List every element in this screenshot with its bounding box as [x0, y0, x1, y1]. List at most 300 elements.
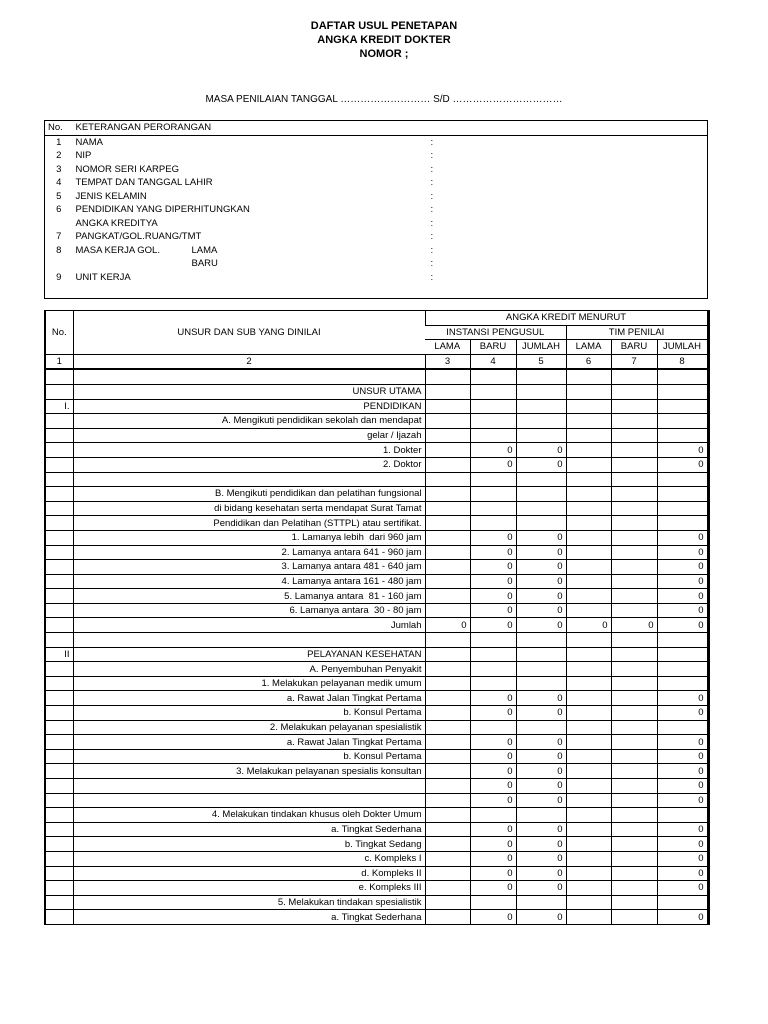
credit-value-cell [425, 749, 470, 764]
credit-value-cell [566, 866, 611, 881]
personal-row-value: : [430, 204, 434, 216]
credit-value-cell [425, 662, 470, 677]
credit-value-cell: 0 [470, 779, 516, 794]
credit-row-label [73, 472, 425, 487]
credit-row-label: e. Kompleks III [73, 881, 425, 896]
credit-value-cell: 0 [516, 560, 566, 575]
credit-row-no [45, 910, 73, 925]
personal-info-row [45, 244, 708, 258]
personal-row-sub [188, 271, 428, 285]
credit-value-cell: 0 [657, 749, 708, 764]
personal-row-no: 5 [56, 190, 62, 202]
credit-value-cell: 0 [516, 545, 566, 560]
credit-row-no [45, 822, 73, 837]
credit-value-cell [611, 706, 657, 721]
credit-value-cell [425, 735, 470, 750]
credit-value-cell [611, 589, 657, 604]
credit-value-cell [470, 384, 516, 399]
credit-value-cell [425, 881, 470, 896]
credit-row [45, 779, 708, 794]
credit-row-label: PELAYANAN KESEHATAN [73, 647, 425, 662]
credit-value-cell [566, 633, 611, 648]
credit-row-label: a. Rawat Jalan Tingkat Pertama [73, 735, 425, 750]
credit-value-cell [470, 808, 516, 823]
personal-row-label: UNIT KERJA [75, 271, 131, 283]
credit-value-cell [425, 779, 470, 794]
personal-row-no: 7 [56, 231, 62, 243]
credit-row-label: di bidang kesehatan serta mendapat Surat Tamat [73, 501, 425, 516]
credit-row [45, 822, 708, 837]
credit-row-no [45, 808, 73, 823]
credit-value-cell [470, 676, 516, 691]
credit-value-cell: 0 [657, 837, 708, 852]
credit-row-no [45, 851, 73, 866]
personal-row-no [45, 257, 73, 271]
credit-value-cell [425, 764, 470, 779]
credit-value-cell: 0 [657, 589, 708, 604]
credit-row-label: 5. Lamanya antara 81 - 160 jam [73, 589, 425, 604]
credit-value-cell [470, 399, 516, 414]
credit-value-cell [425, 369, 470, 384]
personal-row-no: 1 [56, 136, 62, 148]
personal-row-sub [188, 176, 428, 190]
credit-row-label: 6. Lamanya antara 30 - 80 jam [73, 603, 425, 618]
personal-row-label [73, 257, 188, 271]
credit-value-cell [566, 735, 611, 750]
credit-value-cell [566, 895, 611, 910]
col-head: BARU [470, 340, 516, 355]
credit-row-no [45, 487, 73, 502]
personal-info-row [45, 149, 708, 163]
credit-value-cell [425, 560, 470, 575]
credit-value-cell: 0 [470, 443, 516, 458]
doc-title-line1: DAFTAR USUL PENETAPAN [310, 20, 458, 32]
credit-value-cell: 0 [470, 603, 516, 618]
credit-row-label: b. Konsul Pertama [73, 749, 425, 764]
credit-value-cell [470, 369, 516, 384]
credit-value-cell: 0 [470, 837, 516, 852]
credit-value-cell [425, 428, 470, 443]
credit-row [45, 369, 708, 384]
credit-value-cell [566, 822, 611, 837]
credit-value-cell [611, 735, 657, 750]
credit-value-cell: 0 [470, 735, 516, 750]
personal-row-no: 6 [56, 204, 62, 216]
credit-value-cell: 0 [657, 822, 708, 837]
personal-row-label: JENIS KELAMIN [75, 190, 147, 202]
credit-value-cell: 0 [470, 881, 516, 896]
credit-value-cell: 0 [470, 822, 516, 837]
col-number: 2 [73, 354, 425, 369]
personal-head-no: No. [45, 121, 73, 136]
credit-value-cell: 0 [470, 560, 516, 575]
credit-value-cell [516, 399, 566, 414]
credit-value-cell: 0 [516, 457, 566, 472]
credit-value-cell [657, 399, 708, 414]
credit-row-no [45, 764, 73, 779]
credit-row-no [45, 793, 73, 808]
credit-value-cell: 0 [470, 910, 516, 925]
credit-value-cell [611, 516, 657, 531]
credit-row [45, 545, 708, 560]
credit-value-cell: 0 [657, 691, 708, 706]
credit-value-cell [516, 895, 566, 910]
personal-row-value: : [430, 150, 434, 162]
credit-value-cell [425, 545, 470, 560]
personal-row-sub [188, 135, 428, 149]
credit-row-no [45, 501, 73, 516]
credit-header-row-1 [45, 311, 708, 326]
personal-row-value: : [430, 217, 434, 229]
credit-value-cell: 0 [516, 603, 566, 618]
personal-info-row [45, 217, 708, 231]
credit-row [45, 851, 708, 866]
credit-value-cell [611, 399, 657, 414]
credit-value-cell [566, 764, 611, 779]
personal-row-label: NIP [75, 150, 92, 162]
credit-row [45, 764, 708, 779]
credit-value-cell [611, 603, 657, 618]
col-head: BARU [611, 340, 657, 355]
credit-value-cell: 0 [516, 881, 566, 896]
credit-value-cell: 0 [657, 764, 708, 779]
credit-value-cell [516, 647, 566, 662]
credit-row [45, 895, 708, 910]
credit-value-cell [566, 457, 611, 472]
credit-row-no [45, 384, 73, 399]
personal-row-label: PENDIDIKAN YANG DIPERHITUNGKAN [75, 204, 250, 216]
credit-value-cell [566, 793, 611, 808]
credit-value-cell: 0 [657, 793, 708, 808]
credit-value-cell [516, 662, 566, 677]
credit-value-cell [611, 749, 657, 764]
credit-row-no [45, 618, 73, 633]
credit-value-cell [611, 443, 657, 458]
credit-value-cell [470, 487, 516, 502]
credit-row [45, 384, 708, 399]
credit-value-cell [611, 428, 657, 443]
credit-value-cell [657, 414, 708, 429]
credit-row-label [73, 779, 425, 794]
credit-row [45, 633, 708, 648]
credit-row [45, 428, 708, 443]
credit-row [45, 881, 708, 896]
credit-value-cell [611, 369, 657, 384]
credit-value-cell [566, 603, 611, 618]
credit-row-no: II [45, 647, 73, 662]
personal-row-sub [188, 190, 428, 204]
personal-head-label: KETERANGAN PERORANGAN [73, 121, 708, 136]
credit-value-cell: 0 [657, 866, 708, 881]
credit-value-cell: 0 [657, 545, 708, 560]
credit-row-label: 1. Dokter [73, 443, 425, 458]
credit-value-cell [425, 603, 470, 618]
credit-value-cell [566, 691, 611, 706]
credit-row-no [45, 720, 73, 735]
credit-value-cell: 0 [516, 749, 566, 764]
credit-table [44, 310, 710, 925]
personal-row-value: : [430, 190, 434, 202]
credit-value-cell [425, 457, 470, 472]
credit-value-cell: 0 [516, 618, 566, 633]
personal-row-label [73, 284, 188, 298]
credit-value-cell [566, 472, 611, 487]
credit-value-cell [657, 720, 708, 735]
credit-value-cell [657, 808, 708, 823]
credit-value-cell [566, 560, 611, 575]
credit-row-no [45, 545, 73, 560]
credit-value-cell [566, 516, 611, 531]
credit-row-no [45, 472, 73, 487]
credit-value-cell: 0 [425, 618, 470, 633]
credit-row-no [45, 516, 73, 531]
credit-value-cell [611, 676, 657, 691]
credit-value-cell [425, 501, 470, 516]
credit-row-label: b. Tingkat Sedang [73, 837, 425, 852]
credit-value-cell: 0 [516, 530, 566, 545]
credit-value-cell [516, 808, 566, 823]
credit-value-cell: 0 [516, 866, 566, 881]
credit-row [45, 735, 708, 750]
credit-value-cell [470, 501, 516, 516]
credit-value-cell: 0 [470, 764, 516, 779]
credit-value-cell [470, 647, 516, 662]
col-head: LAMA [566, 340, 611, 355]
credit-value-cell [425, 895, 470, 910]
credit-value-cell [566, 676, 611, 691]
credit-value-cell [611, 866, 657, 881]
credit-head-instansi: INSTANSI PENGUSUL [425, 325, 566, 340]
credit-value-cell [470, 472, 516, 487]
credit-value-cell: 0 [470, 691, 516, 706]
credit-value-cell [566, 808, 611, 823]
personal-info-row [45, 230, 708, 244]
credit-row [45, 487, 708, 502]
credit-value-cell: 0 [657, 603, 708, 618]
credit-value-cell [566, 414, 611, 429]
credit-value-cell [611, 472, 657, 487]
personal-row-sub: LAMA [191, 244, 218, 256]
credit-value-cell: 0 [657, 560, 708, 575]
credit-value-cell: 0 [516, 910, 566, 925]
credit-row [45, 691, 708, 706]
credit-value-cell [516, 487, 566, 502]
credit-row-no [45, 749, 73, 764]
credit-row [45, 706, 708, 721]
credit-value-cell [516, 369, 566, 384]
credit-value-cell [566, 910, 611, 925]
credit-value-cell: 0 [657, 618, 708, 633]
credit-value-cell [657, 647, 708, 662]
credit-value-cell: 0 [470, 866, 516, 881]
credit-value-cell [611, 720, 657, 735]
credit-value-cell: 0 [516, 793, 566, 808]
credit-value-cell [425, 910, 470, 925]
credit-row-no [45, 414, 73, 429]
personal-info-row [45, 203, 708, 217]
personal-info-row [45, 163, 708, 177]
credit-value-cell [425, 399, 470, 414]
personal-row-value: : [430, 271, 434, 283]
credit-value-cell [425, 589, 470, 604]
personal-row-label: NAMA [75, 136, 103, 148]
credit-row-label: 1. Lamanya lebih dari 960 jam [73, 530, 425, 545]
credit-row-label: d. Kompleks II [73, 866, 425, 881]
credit-value-cell [566, 369, 611, 384]
credit-row-no [45, 443, 73, 458]
personal-row-value: : [430, 258, 434, 270]
personal-row-label: TEMPAT DAN TANGGAL LAHIR [75, 177, 213, 189]
credit-row-label: a. Rawat Jalan Tingkat Pertama [73, 691, 425, 706]
credit-value-cell [657, 895, 708, 910]
credit-row-no [45, 895, 73, 910]
credit-value-cell [611, 560, 657, 575]
credit-row [45, 530, 708, 545]
credit-row [45, 676, 708, 691]
credit-row-label: a. Tingkat Sederhana [73, 910, 425, 925]
personal-row-label: NOMOR SERI KARPEG [75, 163, 179, 175]
credit-row [45, 457, 708, 472]
credit-value-cell [425, 808, 470, 823]
personal-row-no: 2 [56, 150, 62, 162]
credit-value-cell [470, 720, 516, 735]
col-number: 3 [425, 354, 470, 369]
credit-value-cell: 0 [516, 706, 566, 721]
credit-value-cell [516, 384, 566, 399]
credit-value-cell [611, 501, 657, 516]
col-head: JUMLAH [657, 340, 708, 355]
personal-info-row [45, 257, 708, 271]
col-number: 5 [516, 354, 566, 369]
personal-row-no: 8 [56, 244, 62, 256]
credit-row-no [45, 706, 73, 721]
credit-value-cell [566, 881, 611, 896]
credit-row-label: 2. Doktor [73, 457, 425, 472]
credit-head-no: No. [45, 311, 73, 355]
credit-value-cell [425, 574, 470, 589]
credit-row-no [45, 530, 73, 545]
credit-value-cell [611, 384, 657, 399]
credit-row [45, 516, 708, 531]
credit-value-cell: 0 [516, 589, 566, 604]
col-head: LAMA [425, 340, 470, 355]
credit-value-cell [566, 706, 611, 721]
credit-value-cell [566, 647, 611, 662]
credit-row-label: 5. Melakukan tindakan spesialistik [73, 895, 425, 910]
credit-row [45, 414, 708, 429]
credit-value-cell [470, 516, 516, 531]
credit-value-cell [611, 457, 657, 472]
credit-row-label: 4. Lamanya antara 161 - 480 jam [73, 574, 425, 589]
credit-row-label: A. Penyembuhan Penyakit [73, 662, 425, 677]
credit-row-label: UNSUR UTAMA [73, 384, 425, 399]
credit-row-label: c. Kompleks I [73, 851, 425, 866]
credit-row-label: PENDIDIKAN [73, 399, 425, 414]
credit-row [45, 720, 708, 735]
credit-value-cell [516, 676, 566, 691]
credit-column-number-row [45, 354, 708, 369]
credit-value-cell [425, 793, 470, 808]
credit-value-cell [566, 574, 611, 589]
credit-value-cell [611, 808, 657, 823]
credit-value-cell [566, 720, 611, 735]
personal-row-no [45, 284, 73, 298]
credit-value-cell [611, 414, 657, 429]
credit-value-cell [566, 501, 611, 516]
credit-value-cell [611, 574, 657, 589]
credit-value-cell [566, 487, 611, 502]
credit-row-no [45, 691, 73, 706]
personal-info-row [45, 271, 708, 285]
credit-row-label: 1. Melakukan pelayanan medik umum [73, 676, 425, 691]
credit-value-cell [516, 501, 566, 516]
credit-row [45, 560, 708, 575]
col-number: 6 [566, 354, 611, 369]
credit-value-cell [611, 545, 657, 560]
credit-row-label: 2. Melakukan pelayanan spesialistik [73, 720, 425, 735]
credit-value-cell [657, 501, 708, 516]
credit-row-no [45, 457, 73, 472]
personal-info-header [45, 121, 708, 136]
credit-head-menurut: ANGKA KREDIT MENURUT [425, 311, 708, 326]
credit-row [45, 589, 708, 604]
credit-row-label [73, 633, 425, 648]
credit-value-cell: 0 [566, 618, 611, 633]
credit-row-no: I. [45, 399, 73, 414]
credit-row-label: 3. Lamanya antara 481 - 640 jam [73, 560, 425, 575]
credit-value-cell: 0 [657, 735, 708, 750]
credit-value-cell [566, 384, 611, 399]
credit-value-cell: 0 [470, 749, 516, 764]
credit-row-no [45, 560, 73, 575]
credit-value-cell: 0 [657, 457, 708, 472]
credit-row-label: gelar / Ijazah [73, 428, 425, 443]
credit-value-cell: 0 [516, 837, 566, 852]
credit-value-cell [611, 487, 657, 502]
credit-value-cell [566, 530, 611, 545]
credit-value-cell [425, 472, 470, 487]
credit-row [45, 603, 708, 618]
personal-row-label: PANGKAT/GOL.RUANG/TMT [75, 231, 202, 243]
credit-value-cell [425, 384, 470, 399]
credit-value-cell [566, 428, 611, 443]
credit-value-cell [425, 691, 470, 706]
credit-value-cell [516, 414, 566, 429]
credit-value-cell: 0 [516, 851, 566, 866]
credit-value-cell [611, 662, 657, 677]
credit-value-cell [566, 545, 611, 560]
credit-value-cell [657, 676, 708, 691]
credit-value-cell: 0 [516, 443, 566, 458]
credit-value-cell [566, 662, 611, 677]
personal-row-no: 4 [56, 177, 62, 189]
credit-value-cell: 0 [657, 530, 708, 545]
credit-value-cell: 0 [470, 589, 516, 604]
personal-row-value: : [430, 177, 434, 189]
credit-row-label: B. Mengikuti pendidikan dan pelatihan fungsional [73, 487, 425, 502]
credit-row [45, 749, 708, 764]
personal-row-no: 9 [56, 271, 62, 283]
personal-info-row [45, 176, 708, 190]
credit-value-cell [425, 866, 470, 881]
credit-value-cell: 0 [470, 706, 516, 721]
credit-value-cell: 0 [657, 779, 708, 794]
credit-value-cell [611, 779, 657, 794]
credit-value-cell [657, 384, 708, 399]
credit-row-label: a. Tingkat Sederhana [73, 822, 425, 837]
credit-value-cell: 0 [657, 574, 708, 589]
credit-row-no [45, 633, 73, 648]
